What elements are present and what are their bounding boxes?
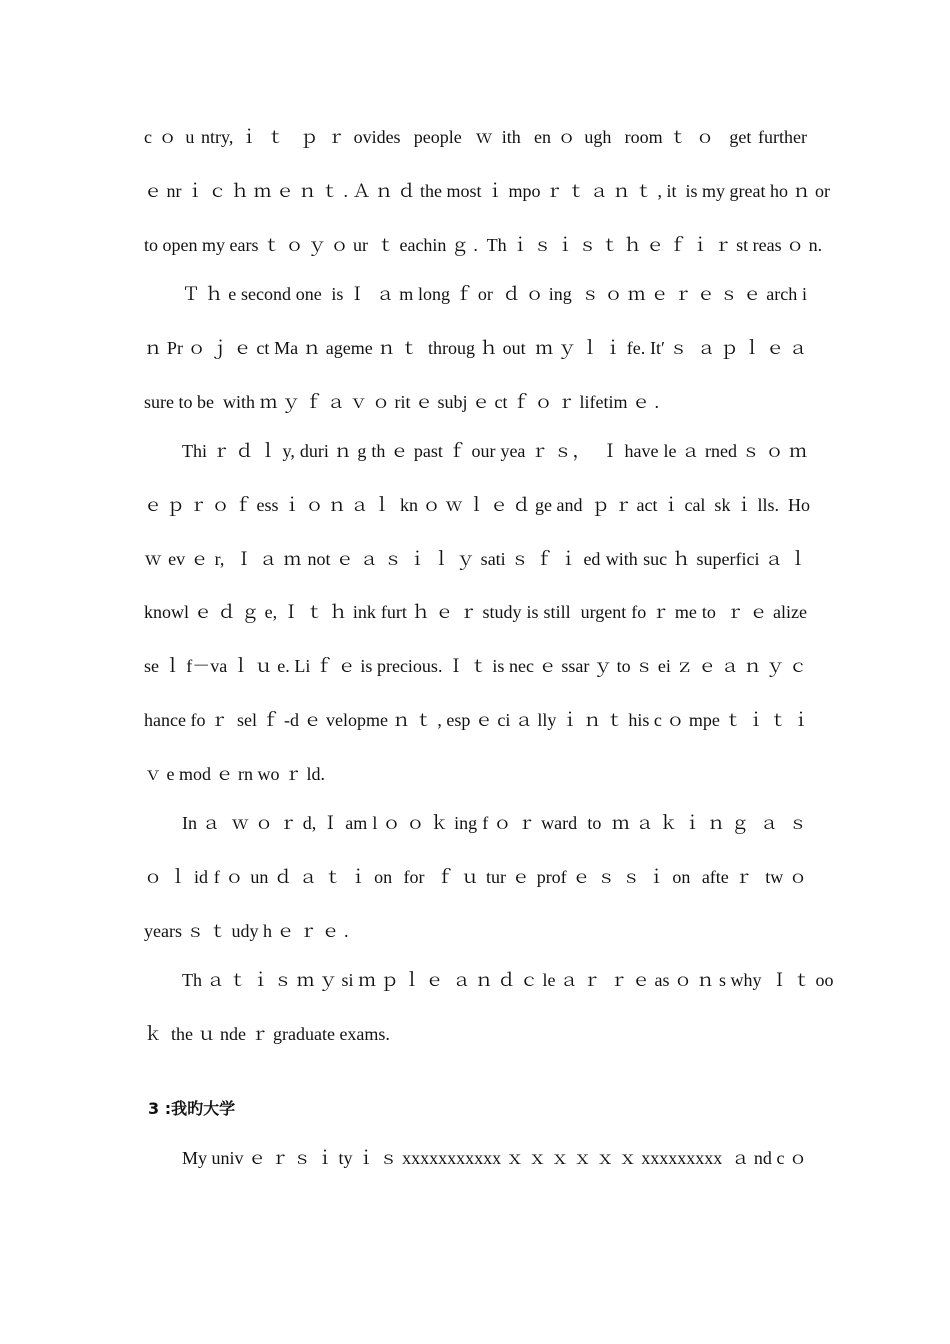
- paragraph-line: hance fo ｒ sel ｆ -d ｅ velopme ｎ ｔ , esp ｅ ci ａ lly ｉ ｎ ｔ his c ｏ mpe ｔ ｉ ｔ ｉ: [144, 710, 810, 730]
- paragraph-line: se ｌ f－va ｌ ｕ e. Li ｆ ｅ is precious. Ｉ ｔ is nec ｅ ssar ｙ to ｓ ei ｚ ｅ ａ ｎ ｙ ｃ: [144, 656, 807, 676]
- paragraph-line: sure to be with ｍ ｙ ｆ ａ ｖ ｏ rit ｅ subj ｅ ct ｆ ｏ ｒ lifetim ｅ .: [144, 392, 659, 412]
- paragraph-line: years ｓ ｔ udy h ｅ ｒ ｅ .: [144, 921, 349, 941]
- paragraph-line: Th ａ ｔ ｉ ｓ ｍ ｙ si ｍ ｐ ｌ ｅ ａ ｎ ｄ ｃ le ａ ｒ ｒ ｅ as ｏ ｎ s why Ｉ ｔ oo: [182, 970, 834, 990]
- paragraph-line: ｅ nr ｉ ｃ ｈ ｍ ｅ ｎ ｔ . Ａ ｎ ｄ the most ｉ mpo ｒ ｔ ａ ｎ ｔ , it is my great ho ｎ or: [144, 181, 830, 201]
- paragraph-line: ｅ ｐ ｒ ｏ ｆ ess ｉ ｏ ｎ ａ ｌ kn ｏ ｗ ｌ ｅ ｄ ge and ｐ ｒ act ｉ cal sk ｉ lls. Ho: [144, 495, 810, 515]
- paragraph-line: ｏ ｌ id f ｏ un ｄ ａ ｔ ｉ on for ｆ ｕ tur ｅ prof ｅ ｓ ｓ ｉ on afte ｒ tw ｏ: [144, 867, 807, 887]
- paragraph-line: In ａ ｗ ｏ ｒ d, Ｉ am l ｏ ｏ ｋ ing f ｏ ｒ ward to ｍ ａ ｋ ｉ ｎ ｇ ａ ｓ: [182, 813, 807, 833]
- paragraph-line: c ｏ u ntry, ｉ ｔ ｐ ｒ ovides people ｗ ith en ｏ ugh room ｔ ｏ get further: [144, 127, 807, 147]
- paragraph-line: ｖ e mod ｅ rn wo ｒ ld.: [144, 764, 325, 784]
- paragraph-line: My univ ｅ ｒ ｓ ｉ ty ｉ ｓ xxxxxxxxxxx ｘ ｘ ｘ ｘ ｘ ｘ xxxxxxxxx ａ nd c ｏ: [182, 1148, 807, 1168]
- paragraph-line: ｋ the ｕ nde ｒ graduate exams.: [144, 1024, 390, 1044]
- paragraph-line: ｗ ev ｅ r, Ｉ ａ ｍ not ｅ ａ ｓ ｉ ｌ ｙ sati ｓ ｆ ｉ ed with suc ｈ superfici ａ ｌ: [144, 549, 807, 569]
- paragraph-line: ｎ Pr ｏ ｊ ｅ ct Ma ｎ ageme ｎ ｔ throug ｈ out ｍ ｙ ｌ ｉ fe. It′ ｓ ａ ｐ ｌ ｅ ａ: [144, 338, 807, 358]
- paragraph-line: Thi ｒ ｄ ｌ y, duri ｎ g th ｅ past ｆ our yea ｒ ｓ， Ｉ have le ａ rned ｓ ｏ ｍ: [182, 441, 807, 461]
- section-heading: 3 :我旳大学: [148, 1099, 236, 1118]
- paragraph-line: to open my ears ｔ ｏ ｙ ｏ ur ｔ eachin ｇ . Th ｉ ｓ ｉ ｓ ｔ ｈ ｅ ｆ ｉ ｒ st reas ｏ n.: [144, 235, 823, 255]
- paragraph-line: Ｔ ｈ e second one is Ｉ ａ m long ｆ or ｄ ｏ ing ｓ ｏ ｍ ｅ ｒ ｅ ｓ ｅ arch i: [182, 284, 807, 304]
- paragraph-line: knowl ｅ ｄ ｇ e, Ｉ ｔ ｈ ink furt ｈ ｅ ｒ study is still urgent fo ｒ me to ｒ ｅ alize: [144, 602, 807, 622]
